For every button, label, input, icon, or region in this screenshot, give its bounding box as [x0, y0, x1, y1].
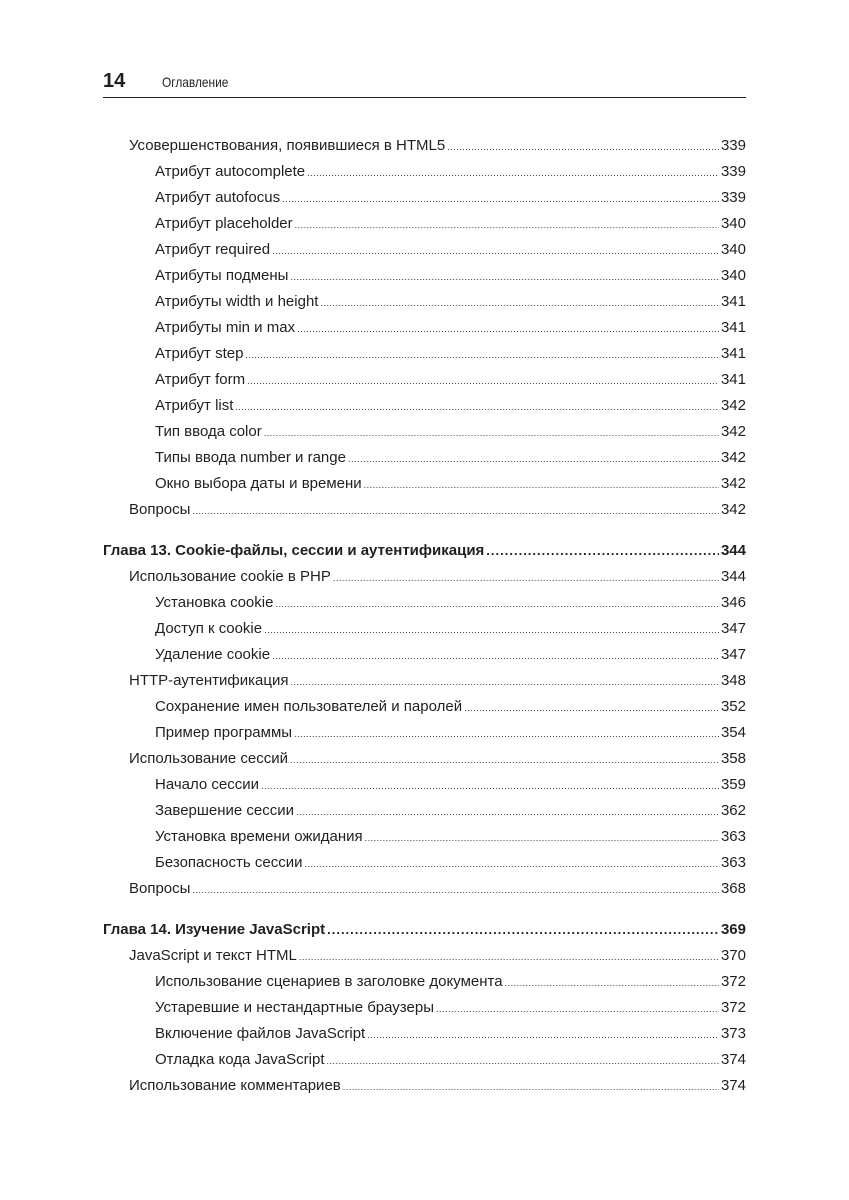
page-header — [103, 68, 746, 98]
dot-leader — [296, 807, 719, 817]
toc-entry-page: 344 — [720, 568, 746, 585]
toc-entry-page: 342 — [720, 475, 746, 492]
toc-entry-title: Атрибуты width и height — [155, 293, 319, 310]
header-rule — [103, 97, 746, 98]
dot-leader — [365, 833, 719, 843]
toc-entry-page: 341 — [720, 319, 746, 336]
dot-leader — [294, 729, 719, 739]
toc-entry-title: Усовершенствования, появившиеся в HTML5 — [129, 137, 446, 154]
toc-entry-page: 372 — [720, 973, 746, 990]
toc-entry[interactable] — [155, 215, 746, 235]
toc-entry[interactable] — [129, 568, 746, 588]
toc-entry[interactable] — [155, 475, 746, 495]
toc-entry-page: 369 — [720, 921, 746, 938]
toc-entry-title: Окно выбора даты и времени — [155, 475, 362, 492]
dot-leader — [235, 402, 719, 412]
dot-leader — [264, 428, 719, 438]
dot-leader — [343, 1082, 719, 1092]
toc-entry[interactable] — [155, 776, 746, 796]
dot-leader — [364, 480, 719, 490]
toc-entry-page: 358 — [720, 750, 746, 767]
dot-leader — [192, 885, 719, 895]
toc-entry[interactable] — [155, 1051, 746, 1071]
toc-entry-title: Тип ввода color — [155, 423, 262, 440]
toc-entry[interactable] — [155, 267, 746, 287]
toc-entry[interactable] — [155, 1025, 746, 1045]
toc-entry-title: Атрибут required — [155, 241, 271, 258]
toc-entry-title: Использование cookie в PHP — [129, 568, 331, 585]
toc-entry-page: 354 — [720, 724, 746, 741]
dot-leader — [486, 543, 719, 558]
toc-entry[interactable] — [155, 698, 746, 718]
toc-entry[interactable] — [155, 371, 746, 391]
dot-leader — [192, 506, 719, 516]
toc-entry[interactable] — [155, 594, 746, 614]
toc-entry-title: Глава 13. Cookie-файлы, сессии и аутентификация — [103, 542, 485, 559]
toc-chapter[interactable] — [103, 921, 746, 941]
toc-entry[interactable] — [155, 646, 746, 666]
dot-leader — [320, 298, 719, 308]
toc-entry-title: Удаление cookie — [155, 646, 271, 663]
toc-entry-page: 368 — [720, 880, 746, 897]
dot-leader — [447, 142, 719, 152]
toc-entry[interactable] — [155, 423, 746, 443]
toc-entry-page: 374 — [720, 1077, 746, 1094]
toc-entry[interactable] — [155, 293, 746, 313]
toc-entry[interactable] — [129, 501, 746, 521]
toc-entry-page: 339 — [720, 189, 746, 206]
toc-entry-page: 341 — [720, 293, 746, 310]
dot-leader — [245, 350, 719, 360]
dot-leader — [275, 599, 719, 609]
toc-entry-page: 370 — [720, 947, 746, 964]
toc-entry[interactable] — [155, 163, 746, 183]
dot-leader — [264, 625, 719, 635]
toc-entry-page: 340 — [720, 267, 746, 284]
toc-entry-title: Отладка кода JavaScript — [155, 1051, 325, 1068]
dot-leader — [290, 677, 719, 687]
toc-entry-title: Безопасность сессии — [155, 854, 303, 871]
toc-entry-title: Атрибут placeholder — [155, 215, 293, 232]
toc-entry[interactable] — [129, 672, 746, 692]
toc-entry-page: 347 — [720, 646, 746, 663]
toc-entry-page: 339 — [720, 137, 746, 154]
toc-entry[interactable] — [155, 620, 746, 640]
dot-leader — [247, 376, 719, 386]
dot-leader — [307, 168, 719, 178]
toc-entry-title: Атрибут list — [155, 397, 234, 414]
toc-entry-title: Вопросы — [129, 880, 191, 897]
toc-entry-title: JavaScript и текст HTML — [129, 947, 297, 964]
toc-entry-title: Атрибут autofocus — [155, 189, 281, 206]
toc-entry-title: Атрибуты подмены — [155, 267, 289, 284]
toc-entry-title: Начало сессии — [155, 776, 260, 793]
dot-leader — [464, 703, 719, 713]
toc-entry-page: 342 — [720, 449, 746, 466]
dot-leader — [436, 1004, 719, 1014]
dot-leader — [297, 324, 719, 334]
toc-entry-title: Установка cookie — [155, 594, 274, 611]
dot-leader — [261, 781, 719, 791]
toc-entry[interactable] — [129, 880, 746, 900]
toc-entry[interactable] — [129, 137, 746, 157]
dot-leader — [304, 859, 719, 869]
dot-leader — [505, 978, 719, 988]
dot-leader — [367, 1030, 719, 1040]
toc-entry-title: Включение файлов JavaScript — [155, 1025, 366, 1042]
toc-entry-page: 340 — [720, 215, 746, 232]
toc-entry[interactable] — [155, 828, 746, 848]
toc-entry[interactable] — [155, 973, 746, 993]
toc-entry-page: 340 — [720, 241, 746, 258]
toc-entry-page: 363 — [720, 828, 746, 845]
toc-entry[interactable] — [155, 724, 746, 744]
toc-entry[interactable] — [155, 345, 746, 365]
toc-entry-page: 362 — [720, 802, 746, 819]
toc-entry-page: 341 — [720, 371, 746, 388]
toc-entry[interactable] — [129, 947, 746, 967]
toc-entry-title: Завершение сессии — [155, 802, 295, 819]
toc-entry-page: 342 — [720, 501, 746, 518]
toc-entry-page: 344 — [720, 542, 746, 559]
toc-entry-page: 348 — [720, 672, 746, 689]
dot-leader — [327, 922, 719, 937]
running-title: Оглавление — [162, 74, 229, 90]
toc-entry-page: 373 — [720, 1025, 746, 1042]
toc-entry[interactable] — [155, 999, 746, 1019]
toc-entry-page: 341 — [720, 345, 746, 362]
toc-entry-title: Пример программы — [155, 724, 293, 741]
dot-leader — [272, 246, 719, 256]
toc-entry-title: Атрибут autocomplete — [155, 163, 306, 180]
toc-entry-title: Установка времени ожидания — [155, 828, 363, 845]
toc-entry-title: Атрибуты min и max — [155, 319, 296, 336]
dot-leader — [282, 194, 719, 204]
toc-entry-title: Использование комментариев — [129, 1077, 341, 1094]
toc-entry-title: Сохранение имен пользователей и паролей — [155, 698, 463, 715]
toc-entry-page: 347 — [720, 620, 746, 637]
toc-entry-title: Глава 14. Изучение JavaScript — [103, 921, 326, 938]
toc-entry-page: 342 — [720, 397, 746, 414]
toc-entry-page: 372 — [720, 999, 746, 1016]
dot-leader — [333, 573, 719, 583]
toc-entry[interactable] — [155, 319, 746, 339]
toc-entry-title: Вопросы — [129, 501, 191, 518]
dot-leader — [295, 220, 719, 230]
toc-chapter[interactable] — [103, 542, 746, 562]
toc-entry[interactable] — [129, 750, 746, 770]
toc-entry-title: HTTP-аутентификация — [129, 672, 289, 689]
toc-entry-title: Устаревшие и нестандартные браузеры — [155, 999, 434, 1016]
toc-entry-title: Атрибут step — [155, 345, 244, 362]
toc-entry[interactable] — [129, 1077, 746, 1097]
toc-entry[interactable] — [155, 397, 746, 417]
toc-entry[interactable] — [155, 449, 746, 469]
toc-entry[interactable] — [155, 802, 746, 822]
page-number: 14 — [103, 70, 126, 92]
toc-entry-page: 363 — [720, 854, 746, 871]
toc-entry-page: 339 — [720, 163, 746, 180]
dot-leader — [290, 272, 719, 282]
dot-leader — [299, 952, 719, 962]
dot-leader — [272, 651, 719, 661]
toc-entry[interactable] — [155, 854, 746, 874]
toc-entry-title: Типы ввода number и range — [155, 449, 346, 466]
dot-leader — [290, 755, 719, 765]
toc-entry-title: Доступ к cookie — [155, 620, 263, 637]
toc-entry-title: Использование сценариев в заголовке документа — [155, 973, 503, 990]
toc-entry-page: 346 — [720, 594, 746, 611]
toc-entry[interactable] — [155, 241, 746, 261]
toc-entry-page: 359 — [720, 776, 746, 793]
toc-entry-page: 342 — [720, 423, 746, 440]
toc-entry-page: 374 — [720, 1051, 746, 1068]
toc-entry-title: Атрибут form — [155, 371, 246, 388]
toc-entry-title: Использование сессий — [129, 750, 288, 767]
toc-entry[interactable] — [155, 189, 746, 209]
dot-leader — [327, 1056, 719, 1066]
toc-entry-page: 352 — [720, 698, 746, 715]
dot-leader — [348, 454, 719, 464]
